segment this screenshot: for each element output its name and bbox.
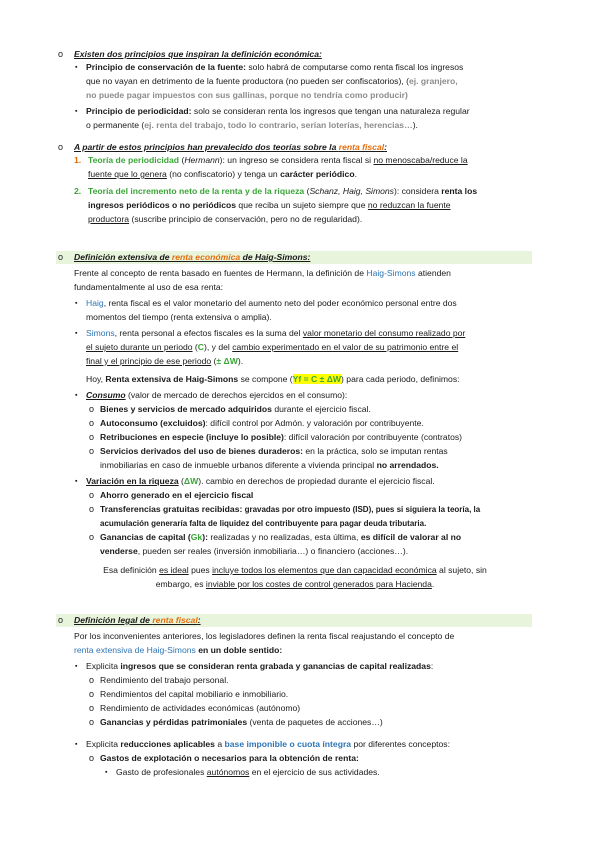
circle-bullet: o	[89, 753, 95, 763]
square-bullet: ▪	[75, 64, 78, 71]
theory-number-2: 2.	[74, 186, 82, 196]
square-bullet: ▪	[75, 741, 78, 748]
circle-bullet: o	[58, 252, 64, 262]
closing-statement-line2: embargo, es inviable por los costes de control generados para Hacienda.	[155, 579, 435, 589]
consumo-item-bienes: Bienes y servicios de mercado adquiridos durante el ejercicio fiscal.	[100, 404, 371, 414]
circle-bullet: o	[89, 703, 95, 713]
simons-definition-line2: el sujeto durante un periodo (C), y del cambio experimentado en el valor de su patrimonio entre el	[86, 342, 459, 352]
principle-conservacion-example: no puede pagar impuestos con sus gallinas, porque no tendría como producir)	[86, 90, 408, 100]
variacion-item-ganancias-line2: venderse, pueden ser reales (inversión inmobiliaria…) o financiero (acciones…).	[100, 546, 409, 556]
square-bullet: ▪	[75, 108, 78, 115]
theory-incremento-line1: Teoría del incremento neto de la renta y de la riqueza (Schanz, Haig, Simons): considera renta los	[88, 186, 478, 196]
section-heading-definicion-legal: Definición legal de renta fiscal:	[74, 615, 201, 625]
consumo-item-servicios-line2: inmobiliarias en caso de inmueble urbanos diferente a vivienda principal no arrendados.	[100, 460, 439, 470]
circle-bullet: o	[89, 404, 95, 414]
circle-bullet: o	[58, 615, 64, 625]
section-heading-teorias: A partir de estos principios han prevalecido dos teorías sobre la renta fiscal:	[74, 142, 387, 152]
principle-conservacion-line2: que no vayan en detrimento de la fuente productora (no pueden ser confiscatorios), (ej. granjero,	[86, 76, 458, 86]
circle-bullet: o	[89, 418, 95, 428]
haig-simons-intro-line2: fundamentalmente al uso de esa renta:	[74, 282, 224, 292]
haig-definition-line2: momentos del tiempo (renta extensiva o amplia).	[86, 312, 272, 322]
variacion-item-ahorro: Ahorro generado en el ejercicio fiscal	[100, 490, 254, 500]
rendimiento-item: Rendimiento de actividades económicas (autónomo)	[100, 703, 301, 713]
variacion-heading: Variación en la riqueza (ΔW). cambio en derechos de propiedad durante el ejercicio fiscal.	[86, 476, 435, 486]
explicita-ingresos: Explicita ingresos que se consideran renta grabada y ganancias de capital realizadas:	[86, 661, 434, 671]
square-bullet: ▪	[105, 769, 108, 776]
theory-incremento-line2: ingresos periódicos o no periódicos que reciba un sujeto siempre que no reduzcan la fuente	[88, 200, 451, 210]
variacion-item-ganancias-line1: Ganancias de capital (Gk): realizadas y no realizadas, esta última, es difícil de valorar al no	[100, 532, 462, 542]
circle-bullet: o	[89, 446, 95, 456]
circle-bullet: o	[58, 142, 64, 152]
square-bullet: ▪	[75, 663, 78, 670]
principle-periodicidad-line2: o permanente (ej. renta del trabajo, todo lo contrario, serían loterías, herencias…).	[86, 120, 418, 130]
simons-definition-line1: Simons, renta personal a efectos fiscales es la suma del valor monetario del consumo realizado por	[86, 328, 466, 338]
circle-bullet: o	[58, 49, 64, 59]
theory-periodicidad-line1: Teoría de periodicidad (Hermann): un ingreso se considera renta fiscal si no menoscaba/reduce la	[88, 155, 468, 165]
consumo-item-servicios-line1: Servicios derivados del uso de bienes duraderos: en la práctica, solo se imputan rentas	[100, 446, 448, 456]
circle-bullet: o	[89, 675, 95, 685]
consumo-heading: Consumo (valor de mercado de derechos ejercidos en el consumo):	[86, 390, 348, 400]
rendimiento-item: Rendimiento del trabajo personal.	[100, 675, 229, 685]
circle-bullet: o	[89, 717, 95, 727]
circle-bullet: o	[89, 504, 95, 514]
definicion-legal-intro-line2: renta extensiva de Haig-Simons en un doble sentido:	[74, 645, 283, 655]
haig-definition-line1: Haig, renta fiscal es el valor monetario del aumento neto del poder económico personal entre dos	[86, 298, 457, 308]
circle-bullet: o	[89, 490, 95, 500]
principle-periodicidad-line1: Principio de periodicidad: solo se consideran renta los ingresos que tengan una naturaleza regular	[86, 106, 470, 116]
square-bullet: ▪	[75, 478, 78, 485]
simons-definition-line3: final y el principio de ese periodo (± ΔW).	[86, 356, 244, 366]
theory-number-1: 1.	[74, 155, 82, 165]
consumo-item-autoconsumo: Autoconsumo (excluidos): difícil control por Admón. y valoración por contribuyente.	[100, 418, 424, 428]
square-bullet: ▪	[75, 392, 78, 399]
variacion-item-transferencias-line1: Transferencias gratuitas recibidas: gravadas por otro impuesto (ISD), pues si siguiera la teoría, la	[100, 504, 481, 514]
gastos-explotacion-item: Gastos de explotación o necesarios para la obtención de renta:	[100, 753, 359, 763]
circle-bullet: o	[89, 532, 95, 542]
ganancias-perdidas-item: Ganancias y pérdidas patrimoniales (venta de paquetes de acciones…)	[100, 717, 383, 727]
gasto-profesionales-item: Gasto de profesionales autónomos en el ejercicio de sus actividades.	[116, 767, 380, 777]
explicita-reducciones: Explicita reducciones aplicables a base imponible o cuota íntegra por diferentes conceptos:	[86, 739, 450, 749]
formula-yf: Yf = C ± ΔW	[292, 374, 342, 384]
haig-simons-intro-line1: Frente al concepto de renta basado en fuentes de Hermann, la definición de Haig-Simons atienden	[74, 268, 451, 278]
renta-extensiva-formula-line: Hoy, Renta extensiva de Haig-Simons se compone (Yf = C ± ΔW) para cada periodo, definimos:	[86, 374, 460, 384]
square-bullet: ▪	[75, 330, 78, 337]
closing-statement-line1: Esa definición es ideal pues incluye todos los elementos que dan capacidad económica al sujeto, sin	[103, 565, 487, 575]
section-heading-principios: Existen dos principios que inspiran la definición económica:	[74, 49, 322, 59]
variacion-item-transferencias-line2: acumulación generaría falta de liquidez del contribuyente para pagar deuda tributaria.	[100, 519, 427, 528]
rendimiento-item: Rendimientos del capital mobiliario e inmobiliario.	[100, 689, 289, 699]
square-bullet: ▪	[75, 300, 78, 307]
theory-incremento-line3: productora (suscribe principio de conservación, pero no de regularidad).	[88, 214, 363, 224]
circle-bullet: o	[89, 432, 95, 442]
circle-bullet: o	[89, 689, 95, 699]
consumo-item-retribuciones: Retribuciones en especie (incluye lo posible): difícil valoración por contribuyente (contratos)	[100, 432, 463, 442]
theory-periodicidad-line2: fuente que lo genera (no confiscatorio) y tenga un carácter periódico.	[88, 169, 357, 179]
section-heading-haig-simons: Definición extensiva de renta económica de Haig-Simons:	[74, 252, 311, 262]
principle-conservacion-line1: Principio de conservación de la fuente: solo habrá de computarse como renta fiscal los ingresos	[86, 62, 464, 72]
definicion-legal-intro-line1: Por los inconvenientes anteriores, los legisladores definen la renta fiscal reajustando el concepto de	[74, 631, 455, 641]
